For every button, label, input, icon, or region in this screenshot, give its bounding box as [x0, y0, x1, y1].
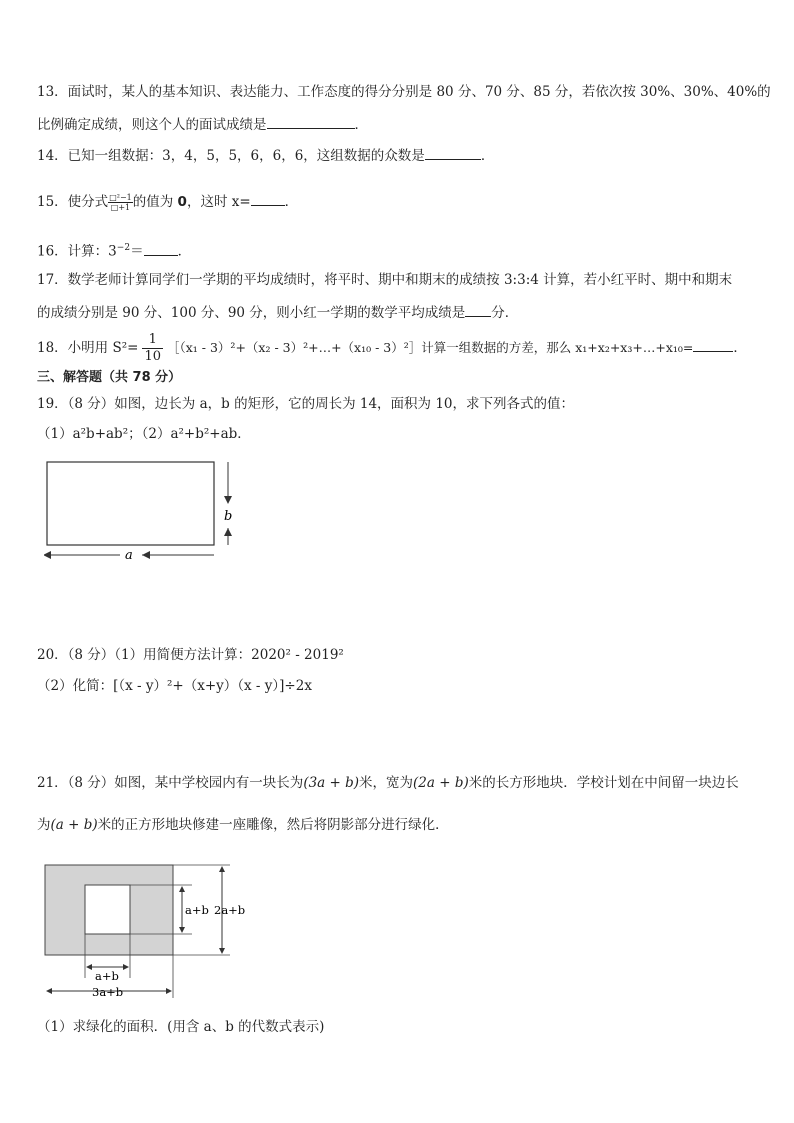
q21-outer-w-arrow-left: [46, 988, 52, 994]
q19-label-b: b: [224, 509, 233, 524]
q21-text-2b: 米的正方形地块修建一座雕像，然后将阴影部分进行绿化．: [97, 817, 449, 833]
q15-line: [37, 191, 298, 212]
q21-plot-figure: [42, 860, 262, 1005]
q21-outer-h-arrow-up: [219, 866, 225, 872]
q18-line: [37, 330, 747, 366]
q21-text-1b: 米，宽为: [359, 775, 414, 791]
q21-text-2a: 为: [37, 817, 51, 833]
q14-line: [37, 145, 494, 166]
q17-text-1: 17．数学老师计算同学们一学期的平均成绩时，将平时、期中和期末的成绩按 3:3:4 计算，若小红平时、期中和期末: [37, 272, 733, 288]
q18-frac-den: 10: [144, 349, 161, 364]
q14-end: ．: [480, 148, 495, 164]
q13-line1: [37, 82, 771, 102]
q19-stem: [37, 394, 574, 414]
q21-sub1-text: （1）求绿化的面积．(用含 a、b 的代数式表示): [37, 1019, 325, 1035]
q21-width-expr: (2a + b): [413, 775, 469, 791]
q20-line1: [37, 645, 344, 665]
q18-fraction: [142, 332, 163, 365]
q13-line2: [37, 114, 368, 135]
q14-answer-blank[interactable]: [425, 145, 481, 160]
q17-answer-blank[interactable]: [465, 302, 491, 317]
q21-line2: [37, 815, 449, 835]
q19-label-a: a: [125, 548, 133, 563]
q18-frac-num: 1: [142, 332, 163, 349]
q21-label-outer-w: 3a+b: [92, 985, 124, 999]
q18-answer-blank[interactable]: [693, 337, 733, 352]
q19-b-arrow-down: [224, 496, 232, 504]
q21-inner-h-arrow-up: [179, 886, 185, 892]
q17-line2: [37, 302, 518, 323]
q13-end: ．: [354, 117, 368, 133]
q21-inner-square: [85, 885, 130, 934]
q16-end: ．: [177, 243, 192, 260]
q19-parts: [37, 424, 251, 444]
q21-inner-h-arrow-down: [179, 927, 185, 933]
q13-text-2: 比例确定成绩，则这个人的面试成绩是: [37, 117, 267, 133]
q16-line: [37, 238, 191, 262]
q17-end: 分．: [491, 305, 519, 321]
q14-text: 14．已知一组数据：3，4，5，5，6，6，6，这组数据的众数是: [37, 148, 425, 164]
q15-answer-blank[interactable]: [251, 191, 285, 206]
q16-pre: 16．计算：3: [37, 243, 117, 260]
q21-length-expr: (3a + b): [303, 775, 360, 791]
q21-outer-h-arrow-down: [219, 948, 225, 954]
q19-a-arrow-right-tip: [142, 551, 150, 559]
q19-parts-text: （1）a²b+ab²；（2）a²+b²+ab．: [37, 426, 251, 442]
q19-b-arrow-up: [224, 528, 232, 536]
q17-line1: [37, 270, 732, 290]
q18-body: ［（x₁ - 3）²+（x₂ - 3）²+…+（x₁₀ - 3）²］计算一组数据的方差，那么 x₁+x₂+x₃+…+x₁₀=: [167, 340, 694, 355]
q21-label-inner-h: a+b: [185, 903, 209, 917]
q16-post: ＝: [130, 243, 144, 260]
q16-answer-blank[interactable]: [144, 241, 178, 256]
section-3-heading: 三、解答题（共 78 分）: [37, 370, 182, 385]
q21-sub1: [37, 1017, 324, 1037]
q15-mid: 的值为: [132, 194, 178, 210]
q19-rectangle-figure: [44, 458, 244, 568]
q15-pre: 15．使分式: [37, 194, 109, 210]
q19-a-arrow-left: [44, 551, 51, 559]
q21-inner-w-arrow-right: [123, 964, 129, 970]
q21-text-1a: 21．（8 分）如图，某中学校园内有一块长为: [37, 775, 304, 791]
q21-side-expr: (a + b): [50, 817, 98, 833]
q15-fraction: [108, 193, 133, 212]
q15-frac-den: □+1: [110, 203, 131, 212]
q21-inner-w-arrow-left: [86, 964, 92, 970]
q19-stem-text: 19．（8 分）如图，边长为 a，b 的矩形，它的周长为 14，面积为 10，求下列各式的值：: [37, 396, 575, 412]
q16-exponent: −2: [116, 243, 131, 253]
q20-line2: [37, 676, 312, 696]
q18-pre: 18．小明用 S²=: [37, 340, 139, 356]
q21-label-inner-w: a+b: [95, 969, 119, 983]
q15-post: ，这时 x=: [186, 194, 251, 210]
q21-line1: [37, 773, 739, 793]
q15-zero: 0: [177, 194, 187, 210]
q21-outer-w-arrow-right: [166, 988, 172, 994]
q18-end: ．: [733, 340, 747, 356]
q15-end: ．: [284, 194, 299, 210]
q15-frac-num: □²−1: [109, 193, 132, 202]
q13-text-1: 13．面试时，某人的基本知识、表达能力、工作态度的得分分别是 80 分、70 分、85 分，若依次按 30%、30%、40%的: [37, 84, 771, 100]
q17-text-2: 的成绩分别是 90 分、100 分、90 分，则小红一学期的数学平均成绩是: [37, 305, 466, 321]
q20-text-2: （2）化简：[（x - y）²+（x+y）（x - y）]÷2x: [37, 678, 312, 694]
q21-text-1c: 米的长方形地块．学校计划在中间留一块边长: [468, 775, 739, 791]
q21-label-outer-h: 2a+b: [214, 903, 246, 917]
q20-text-1: 20．（8 分）（1）用简便方法计算：2020² - 2019²: [37, 647, 344, 663]
q19-rectangle: [47, 462, 214, 545]
q13-answer-blank[interactable]: [267, 114, 355, 129]
